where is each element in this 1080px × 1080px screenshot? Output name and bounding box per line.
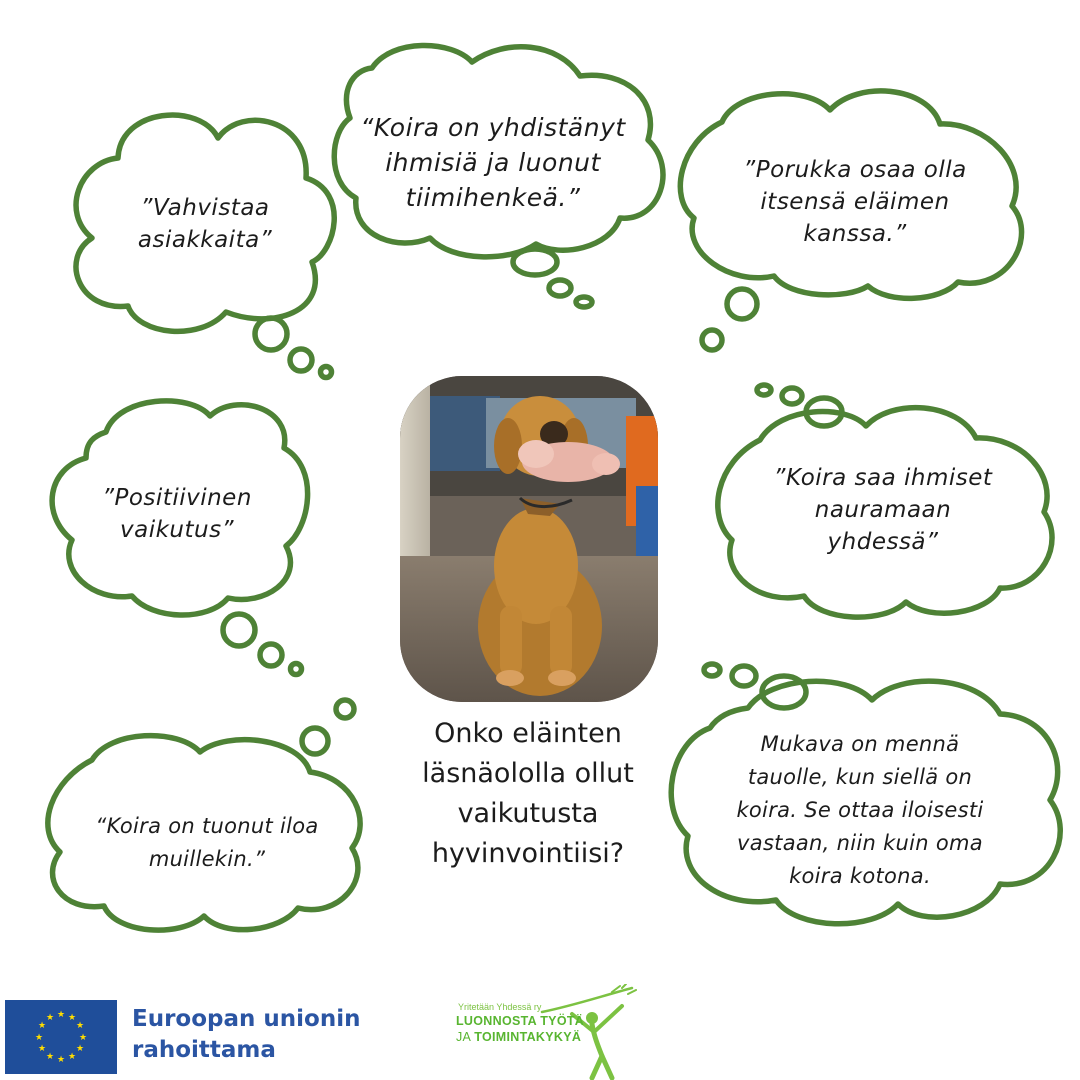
svg-text:★: ★ <box>78 1033 88 1043</box>
org-name-small: Yritetään Yhdessä ry <box>458 1002 542 1012</box>
svg-text:★: ★ <box>67 1013 77 1023</box>
svg-text:★: ★ <box>56 1055 66 1065</box>
org-slogan-prefix: JA <box>456 1030 475 1044</box>
svg-text:★: ★ <box>37 1044 47 1054</box>
svg-text:★: ★ <box>37 1021 47 1031</box>
dog-photo <box>400 376 658 702</box>
quote-vahvistaa-asiakkaita: ”Vahvistaa asiakkaita” <box>137 195 273 253</box>
svg-text:★: ★ <box>75 1021 85 1031</box>
quote-mukava-tauolle: Mukava on mennä tauolle, kun siellä on koira. Se ottaa iloisesti vastaan, niin kuin oma koira kotona. <box>736 732 984 888</box>
central-question: Onko eläinten läsnäololla ollut vaikutusta hyvinvointiisi? <box>422 718 634 869</box>
quote-positiivinen-vaikutus: ”Positiivinen vaikutus” <box>102 485 252 543</box>
eu-flag-icon <box>5 1000 117 1074</box>
eu-funding-text: Euroopan unionin rahoittama <box>132 1006 361 1063</box>
svg-text:★: ★ <box>56 1010 66 1020</box>
quote-porukka: ”Porukka osaa olla itsensä eläimen kanssa.” <box>743 157 967 247</box>
svg-text:★: ★ <box>67 1052 77 1062</box>
svg-text:★: ★ <box>34 1033 44 1043</box>
svg-text:★: ★ <box>45 1052 55 1062</box>
quote-koira-yhdistanyt: “Koira on yhdistänyt ihmisiä ja luonut tiimihenkeä.” <box>360 113 626 212</box>
svg-text:★: ★ <box>45 1013 55 1023</box>
quote-koira-tuonut-iloa: “Koira on tuonut iloa muillekin.” <box>95 814 319 871</box>
quote-koira-saa-ihmiset: ”Koira saa ihmiset nauramaan yhdessä” <box>773 465 993 555</box>
org-slogan-line1: LUONNOSTA TYÖTÄ <box>456 1014 585 1028</box>
svg-text:★: ★ <box>75 1044 85 1054</box>
org-slogan-line2 <box>456 1030 581 1044</box>
org-slogan-bold: TOIMINTAKYKYÄ <box>474 1030 582 1044</box>
